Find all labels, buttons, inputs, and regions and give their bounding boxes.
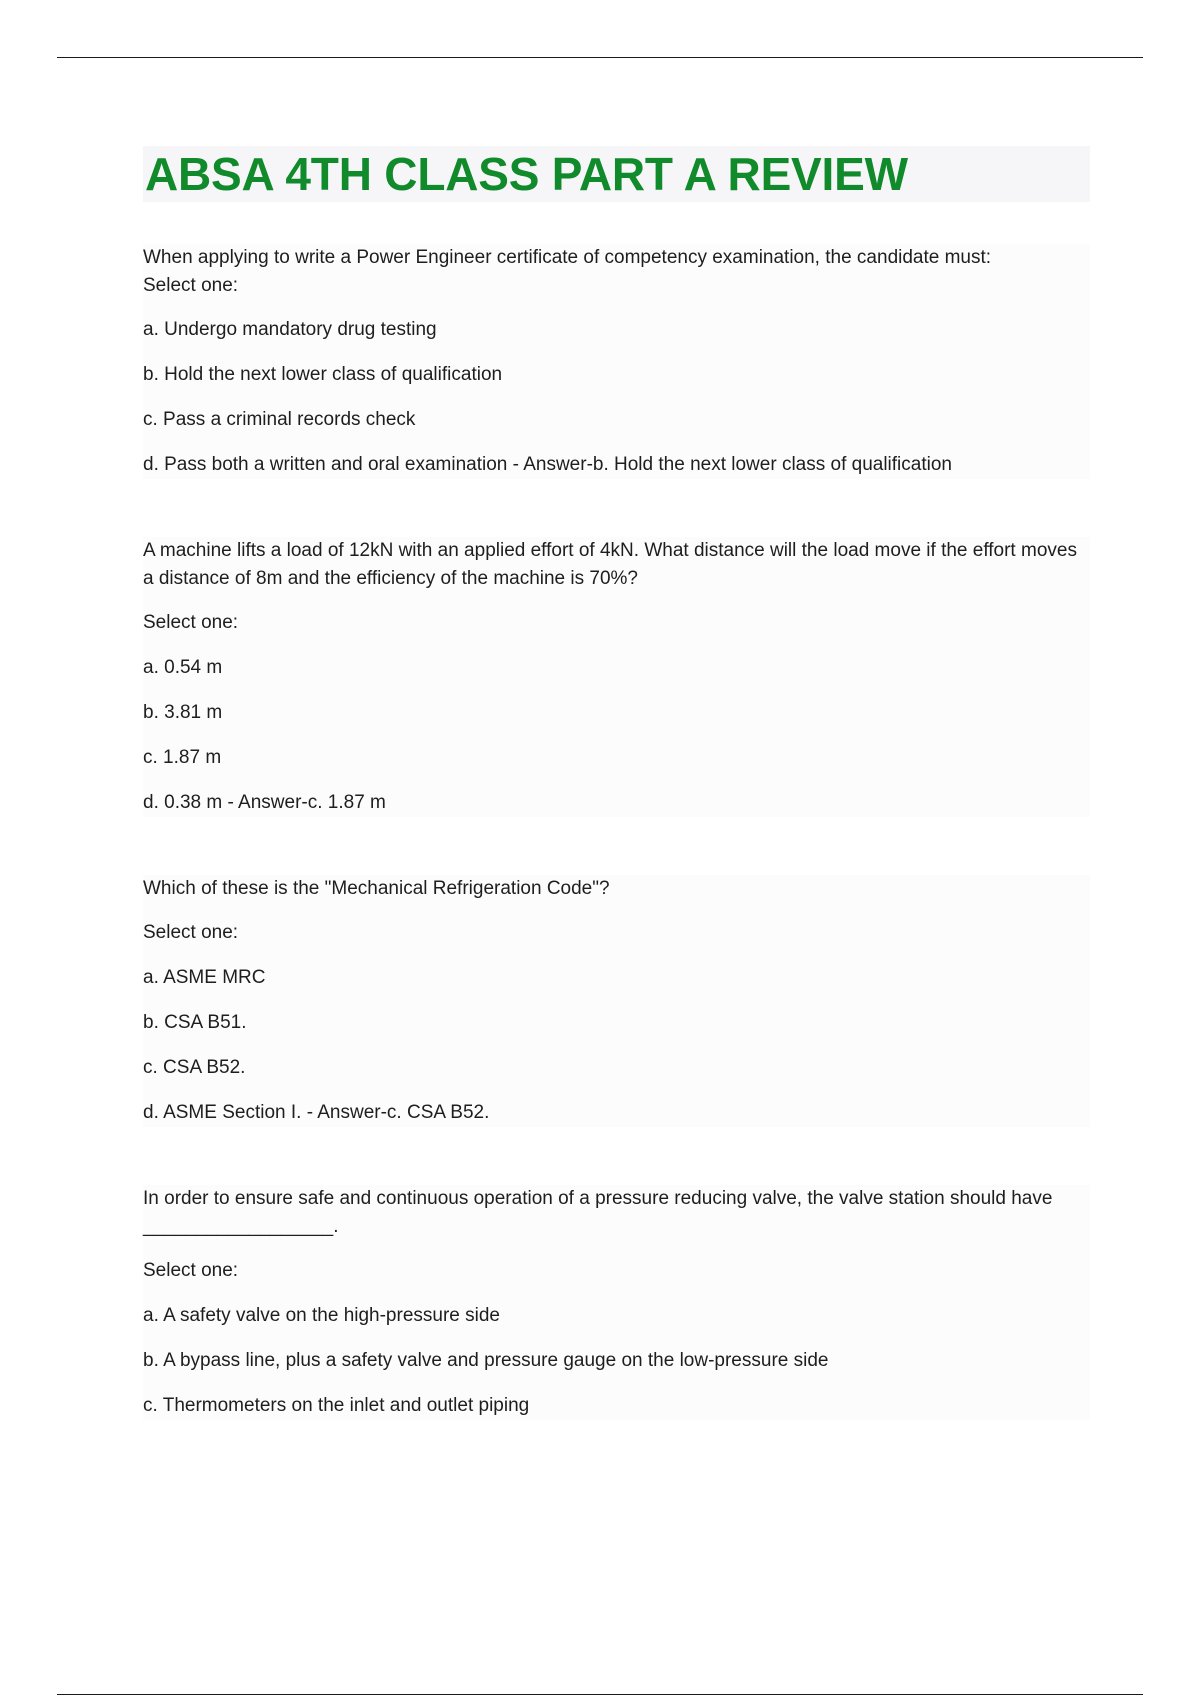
select-one-label: Select one:: [143, 922, 239, 943]
answer-option: c. Thermometers on the inlet and outlet piping: [143, 1395, 530, 1416]
answer-option: b. Hold the next lower class of qualification: [143, 364, 503, 385]
answer-option: a. 0.54 m: [143, 657, 223, 678]
answer-option: b. CSA B51.: [143, 1012, 247, 1033]
question-4: [143, 1185, 1090, 1420]
question-2: [143, 537, 1090, 817]
answer-option: b. 3.81 m: [143, 702, 223, 723]
answer-option: a. ASME MRC: [143, 967, 266, 988]
answer-option: d. 0.38 m - Answer-c. 1.87 m: [143, 792, 386, 813]
document-title: ABSA 4TH CLASS PART A REVIEW: [145, 148, 908, 200]
answer-option: b. A bypass line, plus a safety valve and pressure gauge on the low-pressure side: [143, 1350, 829, 1371]
question-stem: When applying to write a Power Engineer certificate of competency examination, the candidate must:: [143, 247, 992, 268]
answer-option: a. A safety valve on the high-pressure side: [143, 1305, 500, 1326]
title-band: [143, 146, 1090, 202]
answer-option: a. Undergo mandatory drug testing: [143, 319, 437, 340]
select-one-label: Select one:: [143, 612, 239, 633]
question-stem: A machine lifts a load of 12kN with an applied effort of 4kN. What distance will the load move if the effort moves a distance of 8m and the efficiency of the machine is 70%?: [143, 540, 1077, 589]
question-stem: Which of these is the "Mechanical Refrigeration Code"?: [143, 878, 610, 899]
footer-rule: [57, 1694, 1143, 1695]
select-one-label: Select one:: [143, 1260, 239, 1281]
answer-option: d. ASME Section I. - Answer-c. CSA B52.: [143, 1102, 490, 1123]
header-rule: [57, 57, 1143, 58]
question-stem: In order to ensure safe and continuous operation of a pressure reducing valve, the valve station should have __________________.: [143, 1188, 1053, 1237]
answer-option: c. Pass a criminal records check: [143, 409, 416, 430]
answer-option: c. CSA B52.: [143, 1057, 246, 1078]
answer-option: c. 1.87 m: [143, 747, 222, 768]
select-one-label: Select one:: [143, 275, 239, 296]
question-1: [143, 244, 1090, 479]
answer-option: d. Pass both a written and oral examination - Answer-b. Hold the next lower class of qualification: [143, 454, 952, 475]
question-3: [143, 875, 1090, 1127]
document-body: [143, 146, 1090, 1478]
